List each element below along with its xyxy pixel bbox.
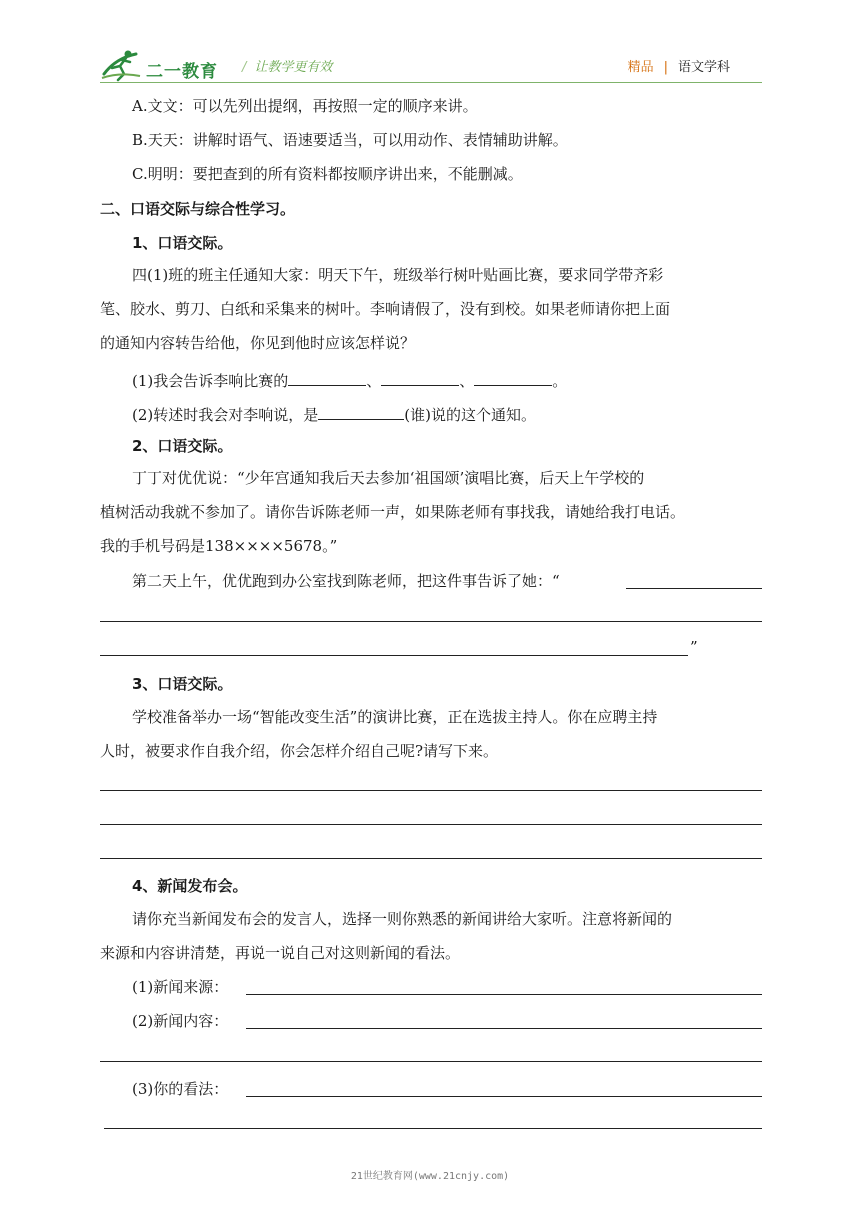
answer-blank[interactable] <box>318 402 404 420</box>
section-title: 二、口语交际与综合性学习。 <box>100 200 296 218</box>
q1-sub1-prefix: (1)我会告诉李响比赛的 <box>132 372 289 390</box>
header-tag: 精品 | 语文学科 <box>627 60 730 75</box>
q3-para-line2: 人时，被要求作自我介绍，你会怎样介绍自己呢?请写下来。 <box>100 742 499 760</box>
period: 。 <box>552 372 568 390</box>
separator: 、 <box>459 372 475 390</box>
q4-item-content: (2)新闻内容： <box>132 1012 229 1030</box>
q2-para-line1: 丁丁对优优说：“少年宫通知我后天去参加‘祖国颂’演唱比赛，后天上午学校的 <box>132 469 645 487</box>
answer-line[interactable] <box>100 655 688 656</box>
answer-line[interactable] <box>100 1061 762 1062</box>
q2-para-line2: 植树活动我就不参加了。请你告诉陈老师一声，如果陈老师有事找我，请她给我打电话。 <box>100 503 686 521</box>
q1-para-line3: 的通知内容转告给他，你见到他时应该怎样说？ <box>100 334 416 352</box>
answer-blank[interactable] <box>288 368 366 386</box>
close-quote: ” <box>690 638 698 656</box>
header-divider <box>100 82 762 83</box>
option-b: B.天天：讲解时语气、语速要适当，可以用动作、表情辅助讲解。 <box>132 131 568 149</box>
q1-para-line2: 笔、胶水、剪刀、白纸和采集来的树叶。李响请假了，没有到校。如果老师请你把上面 <box>100 300 671 318</box>
slogan: / 让教学更有效 <box>242 60 333 75</box>
slogan-text: 让教学更有效 <box>254 60 333 75</box>
answer-line[interactable] <box>100 790 762 791</box>
answer-line[interactable] <box>100 858 762 859</box>
q4-para-line2: 来源和内容讲清楚，再说一说自己对这则新闻的看法。 <box>100 944 461 962</box>
answer-line[interactable] <box>246 1028 762 1029</box>
q1-sub2-prefix: (2)转述时我会对李响说，是 <box>132 406 319 424</box>
q4-item-opinion: (3)你的看法： <box>132 1080 229 1098</box>
page-footer: 21世纪教育网(www.21cnjy.com) <box>350 1171 510 1182</box>
q1-sub2-suffix: (谁)说的这个通知。 <box>404 406 536 424</box>
answer-blank[interactable] <box>474 368 552 386</box>
logo-text: 二一教育 <box>146 62 218 82</box>
q2-lead-text: 第二天上午，优优跑到办公室找到陈老师，把这件事告诉了她：“ <box>132 572 560 590</box>
answer-line[interactable] <box>100 824 762 825</box>
separator: 、 <box>366 372 382 390</box>
logo <box>100 48 238 82</box>
option-a: A.文文：可以先列出提纲，再按照一定的顺序来讲。 <box>132 97 478 115</box>
quality-tag: 精品 <box>627 60 654 75</box>
q4-item-source: (1)新闻来源： <box>132 978 229 996</box>
answer-line[interactable] <box>626 588 762 589</box>
answer-line[interactable] <box>246 1096 762 1097</box>
runner-logo-icon <box>100 48 144 82</box>
page-header <box>100 44 762 84</box>
answer-line[interactable] <box>246 994 762 995</box>
subject-tag: 语文学科 <box>677 60 730 75</box>
q4-title: 4、新闻发布会。 <box>132 877 248 895</box>
answer-line[interactable] <box>104 1128 762 1129</box>
answer-line[interactable] <box>100 621 762 622</box>
q2-para-line3: 我的手机号码是138××××5678。” <box>100 537 338 555</box>
q3-para-line1: 学校准备举办一场“智能改变生活”的演讲比赛，正在选拔主持人。你在应聘主持 <box>132 708 658 726</box>
q4-para-line1: 请你充当新闻发布会的发言人，选择一则你熟悉的新闻讲给大家听。注意将新闻的 <box>132 910 673 928</box>
q2-title: 2、口语交际。 <box>132 437 233 455</box>
answer-blank[interactable] <box>381 368 459 386</box>
option-c: C.明明：要把查到的所有资料都按顺序讲出来，不能删减。 <box>132 165 523 183</box>
q1-title: 1、口语交际。 <box>132 234 233 252</box>
q1-para-line1: 四(1)班的班主任通知大家：明天下午，班级举行树叶贴画比赛，要求同学带齐彩 <box>132 266 664 284</box>
q1-sub2 <box>100 402 762 425</box>
q1-sub1 <box>100 368 762 391</box>
q3-title: 3、口语交际。 <box>132 675 233 693</box>
